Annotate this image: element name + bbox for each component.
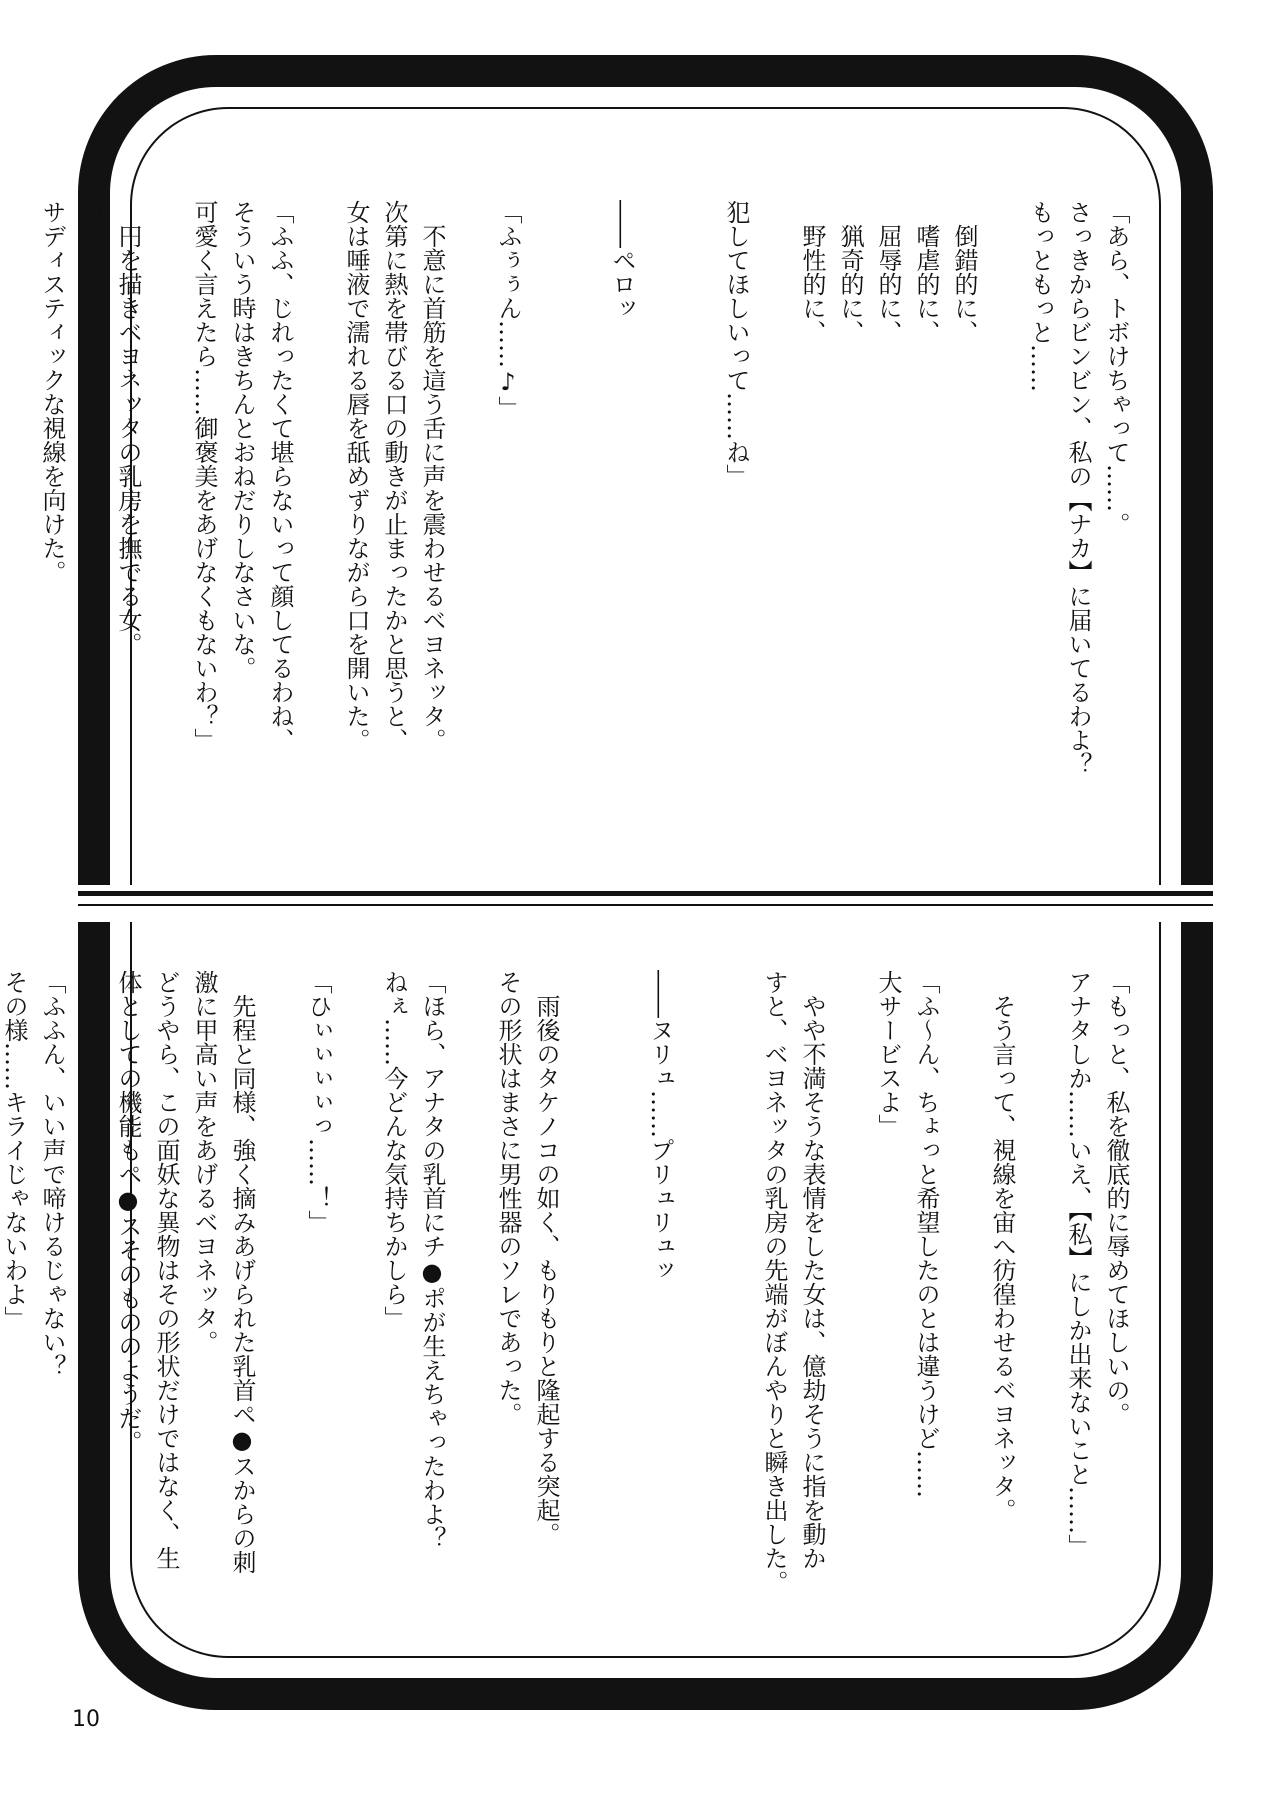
bottom-text-line: 激に甲高い声をあげるベヨネッタ。 xyxy=(190,970,218,1354)
top-blank-line xyxy=(755,200,793,840)
bottom-text-line: 先程と同様、強く摘みあげられた乳首ペ●スからの刺 xyxy=(228,970,256,1574)
bottom-panel-text xyxy=(0,970,1135,1660)
bottom-text-line: やや不満そうな表情をした女は、億劫そうに指を動か xyxy=(798,970,826,1570)
bottom-blank-line xyxy=(1021,970,1059,1660)
bottom-text-line: その様……キライじゃないわよ」 xyxy=(0,970,28,1330)
bottom-text-line: 「ほら、アナタの乳首にチ●ポが生えちゃったわよ？ xyxy=(418,970,446,1550)
bottom-blank-line xyxy=(603,970,641,1660)
top-text-line: 「あら、トボけちゃって……。 xyxy=(1102,200,1130,536)
top-blank-line xyxy=(641,200,679,840)
bottom-text-line: 雨後のタケノコの如く、もりもりと隆起する突起。 xyxy=(532,970,560,1546)
top-text-line: 再度、ベヨネッタの首筋に舌を這わせると xyxy=(76,200,104,656)
bottom-text-line: 体としての機能もペ●スそのもののようだ。 xyxy=(114,970,142,1454)
bottom-text-line: どうやら、この面妖な異物はその形状だけではなく、生 xyxy=(152,970,180,1570)
bottom-text-line: 「ひぃぃぃぃっ……！」 xyxy=(304,970,332,1234)
top-text-line: 野性的に、 xyxy=(798,200,826,344)
bottom-text-line: 大サービスよ」 xyxy=(874,970,902,1138)
top-blank-line xyxy=(679,200,717,840)
panel-divider-thin xyxy=(78,904,1213,906)
top-blank-line xyxy=(451,200,489,840)
panel-divider-thick xyxy=(78,891,1213,896)
top-text-line: 嗜虐的に、 xyxy=(912,200,940,344)
top-text-line: ――ペロッ xyxy=(608,200,636,320)
bottom-blank-line xyxy=(945,970,983,1660)
bottom-text-line: 「もっと、私を徹底的に辱めてほしいの。 xyxy=(1102,970,1130,1426)
top-text-line: 円を描きベヨネッタの乳房を撫でる女。 xyxy=(114,200,142,656)
bottom-text-line: 「ふふん、いい声で啼けるじゃない？ xyxy=(38,970,66,1378)
top-text-line: さっきからビンビン、私の【ナカ】に届いてるわよ？ xyxy=(1064,200,1092,776)
top-text-line: もっともっと…… xyxy=(1026,200,1054,392)
top-text-line: 「ふぅぅん……♪」 xyxy=(494,200,522,420)
top-text-line: 屈辱的に、 xyxy=(874,200,902,344)
top-text-line: 「ふふ、じれったくて堪らないって顔してるわね、 xyxy=(266,200,294,752)
bottom-text-line: 「ふ～ん、ちょっと希望したのとは違うけど…… xyxy=(912,970,940,1498)
top-text-line: 猟奇的に、 xyxy=(836,200,864,344)
bottom-text-line: すと、ベヨネッタの乳房の先端がぼんやりと瞬き出した。 xyxy=(760,970,788,1594)
page-number: 10 xyxy=(72,1707,100,1732)
bottom-blank-line xyxy=(831,970,869,1660)
top-panel-text xyxy=(33,200,1135,840)
top-text-line: サディスティックな視線を向けた。 xyxy=(38,200,66,584)
top-text-line: 不意に首筋を這う舌に声を震わせるベヨネッタ。 xyxy=(418,200,446,752)
bottom-blank-line xyxy=(451,970,489,1660)
top-text-line: 次第に熱を帯びる口の動きが止まったかと思うと、 xyxy=(380,200,408,752)
top-blank-line xyxy=(299,200,337,840)
top-text-line: 倒錯的に、 xyxy=(950,200,978,344)
bottom-text-line: その形状はまさに男性器のソレであった。 xyxy=(494,970,522,1426)
bottom-text-line: アナタしか……いえ、【私】にしか出来ないこと……」 xyxy=(1064,970,1092,1558)
bottom-blank-line xyxy=(679,970,717,1660)
bottom-text-line: ――ヌリュ……プリュリュッ xyxy=(646,970,674,1282)
bottom-text-line: そう言って、視線を宙へ彷徨わせるベヨネッタ。 xyxy=(988,970,1016,1522)
top-text-line: そういう時はきちんとおねだりしなさいな。 xyxy=(228,200,256,680)
bottom-blank-line xyxy=(71,970,109,1660)
top-blank-line xyxy=(147,200,185,840)
top-text-line: 犯してほしいって……ね」 xyxy=(722,200,750,488)
top-text-line: 可愛く言えたら……御褒美をあげなくもないわ？」 xyxy=(190,200,218,752)
top-blank-line xyxy=(527,200,565,840)
top-blank-line xyxy=(565,200,603,840)
top-blank-line xyxy=(983,200,1021,840)
bottom-blank-line xyxy=(717,970,755,1660)
bottom-text-line: ねぇ……今どんな気持ちかしら」 xyxy=(380,970,408,1330)
bottom-blank-line xyxy=(565,970,603,1660)
bottom-blank-line xyxy=(261,970,299,1660)
bottom-blank-line xyxy=(337,970,375,1660)
top-text-line: 女は唾液で濡れる唇を舐めずりながら口を開いた。 xyxy=(342,200,370,752)
